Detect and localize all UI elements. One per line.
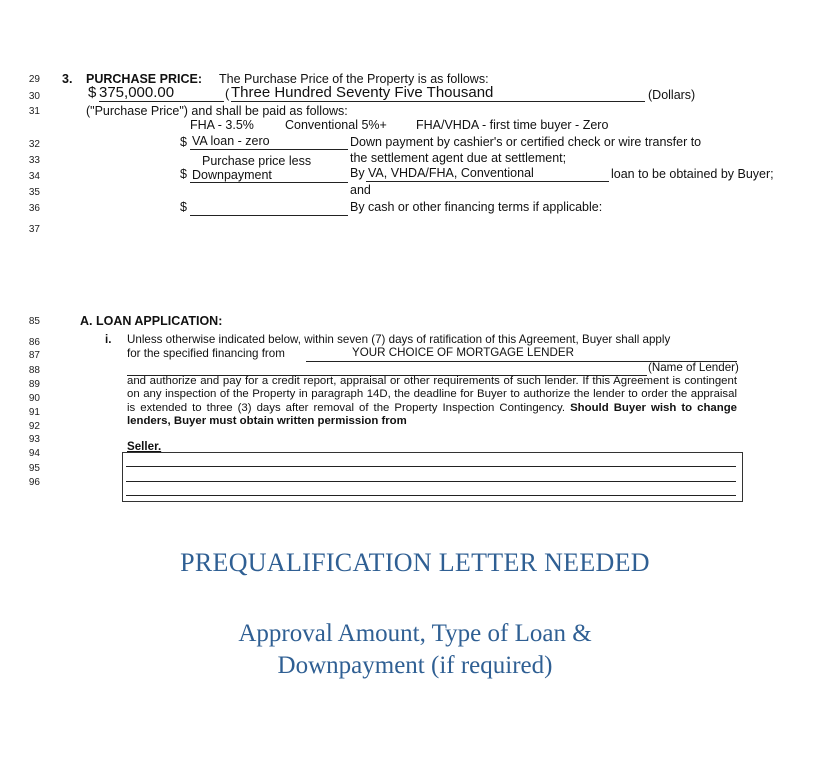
section-number: 3. — [62, 72, 73, 86]
line-number: 90 — [28, 393, 40, 404]
blank-line — [190, 149, 348, 150]
line-number: 86 — [28, 337, 40, 348]
loan-application-paragraph — [127, 375, 737, 429]
line-number: 89 — [28, 379, 40, 390]
line-number: 91 — [28, 407, 40, 418]
line-number: 33 — [28, 155, 40, 166]
loan-application-heading: A. LOAN APPLICATION: — [80, 314, 223, 328]
terms-line — [126, 481, 736, 482]
dollar-sign: $ — [180, 200, 187, 214]
line-number: 88 — [28, 365, 40, 376]
price-underline — [99, 101, 224, 102]
prequalification-notice: PREQUALIFICATION LETTER NEEDED — [180, 548, 650, 577]
line-number: 94 — [28, 448, 40, 459]
price-dollar-sign: $ — [88, 84, 97, 101]
notice-detail-line1: Approval Amount, Type of Loan & — [238, 620, 592, 647]
purchase-price-less: Purchase price less — [202, 154, 312, 168]
section-intro: The Purchase Price of the Property is as follows: — [219, 72, 489, 86]
line-number: 36 — [28, 203, 40, 214]
down-payment-text: Down payment by cashier's or certified check or wire transfer to — [350, 135, 702, 149]
line-number: 31 — [28, 106, 40, 117]
paid-as-follows: ("Purchase Price") and shall be paid as follows: — [86, 104, 348, 118]
terms-line — [126, 495, 736, 496]
fha-vhda-option: FHA/VHDA - first time buyer - Zero — [416, 118, 609, 132]
blank-line — [190, 182, 348, 183]
terms-line — [126, 466, 736, 467]
line-number: 96 — [28, 477, 40, 488]
fha-option: FHA - 3.5% — [190, 118, 254, 132]
price-words-paren: ( — [225, 86, 230, 101]
line-number: 85 — [28, 316, 40, 327]
line-number: 34 — [28, 171, 40, 182]
loan-paragraph-text: and authorize and pay for a credit report, appraisal or other requirements of such lender. If this Agreement is contingent on any inspection of the Property in paragraph 14D, the deadline for Buyer to authorize the lender to order the appraisal is extended to three (3) days after removal of the Property Inspection Contingency. — [127, 375, 737, 414]
price-words-underline — [231, 101, 645, 102]
notice-detail-line2: Downpayment (if required) — [277, 652, 553, 679]
loan-text-line2: for the specified financing from — [127, 347, 285, 360]
line-number: 30 — [28, 91, 40, 102]
by-cash-text: By cash or other financing terms if applicable: — [350, 200, 603, 214]
line-number: 92 — [28, 421, 40, 432]
lender-choice: YOUR CHOICE OF MORTGAGE LENDER — [352, 346, 575, 359]
line-number: 87 — [28, 350, 40, 361]
blank-line — [190, 215, 348, 216]
and-text: and — [350, 183, 371, 197]
line-number: 95 — [28, 463, 40, 474]
downpayment-label: Downpayment — [192, 168, 272, 182]
section-heading: PURCHASE PRICE: — [86, 72, 202, 86]
dollar-sign: $ — [180, 167, 187, 181]
price-in-words: Three Hundred Seventy Five Thousand — [231, 84, 494, 101]
by-label: By — [350, 166, 365, 180]
dollars-label: (Dollars) — [648, 88, 696, 102]
line-number: 37 — [28, 224, 40, 232]
line-number: 93 — [28, 434, 40, 445]
seller-text: Seller. — [127, 440, 162, 453]
conventional-option: Conventional 5%+ — [285, 118, 387, 132]
item-number: i. — [105, 333, 112, 346]
loan-types: VA, VHDA/FHA, Conventional — [368, 166, 534, 180]
loan-text-line1: Unless otherwise indicated below, within seven (7) days of ratification of this Agreement, Buyer shall apply — [127, 333, 671, 346]
loan-obtained-text: loan to be obtained by Buyer; — [611, 167, 774, 181]
price-value: 375,000.00 — [99, 84, 175, 101]
settlement-agent-text: the settlement agent due at settlement; — [350, 151, 567, 165]
va-loan-zero: VA loan - zero — [192, 134, 270, 148]
line-number: 32 — [28, 139, 40, 150]
name-of-lender-label: (Name of Lender) — [648, 361, 739, 374]
line-number: 35 — [28, 187, 40, 198]
dollar-sign: $ — [180, 135, 187, 149]
line-number: 29 — [28, 74, 40, 85]
loan-types-underline — [366, 181, 609, 182]
lender-change-notice: Should Buyer wish to change lenders, Buyer must obtain written permission from — [127, 401, 737, 428]
